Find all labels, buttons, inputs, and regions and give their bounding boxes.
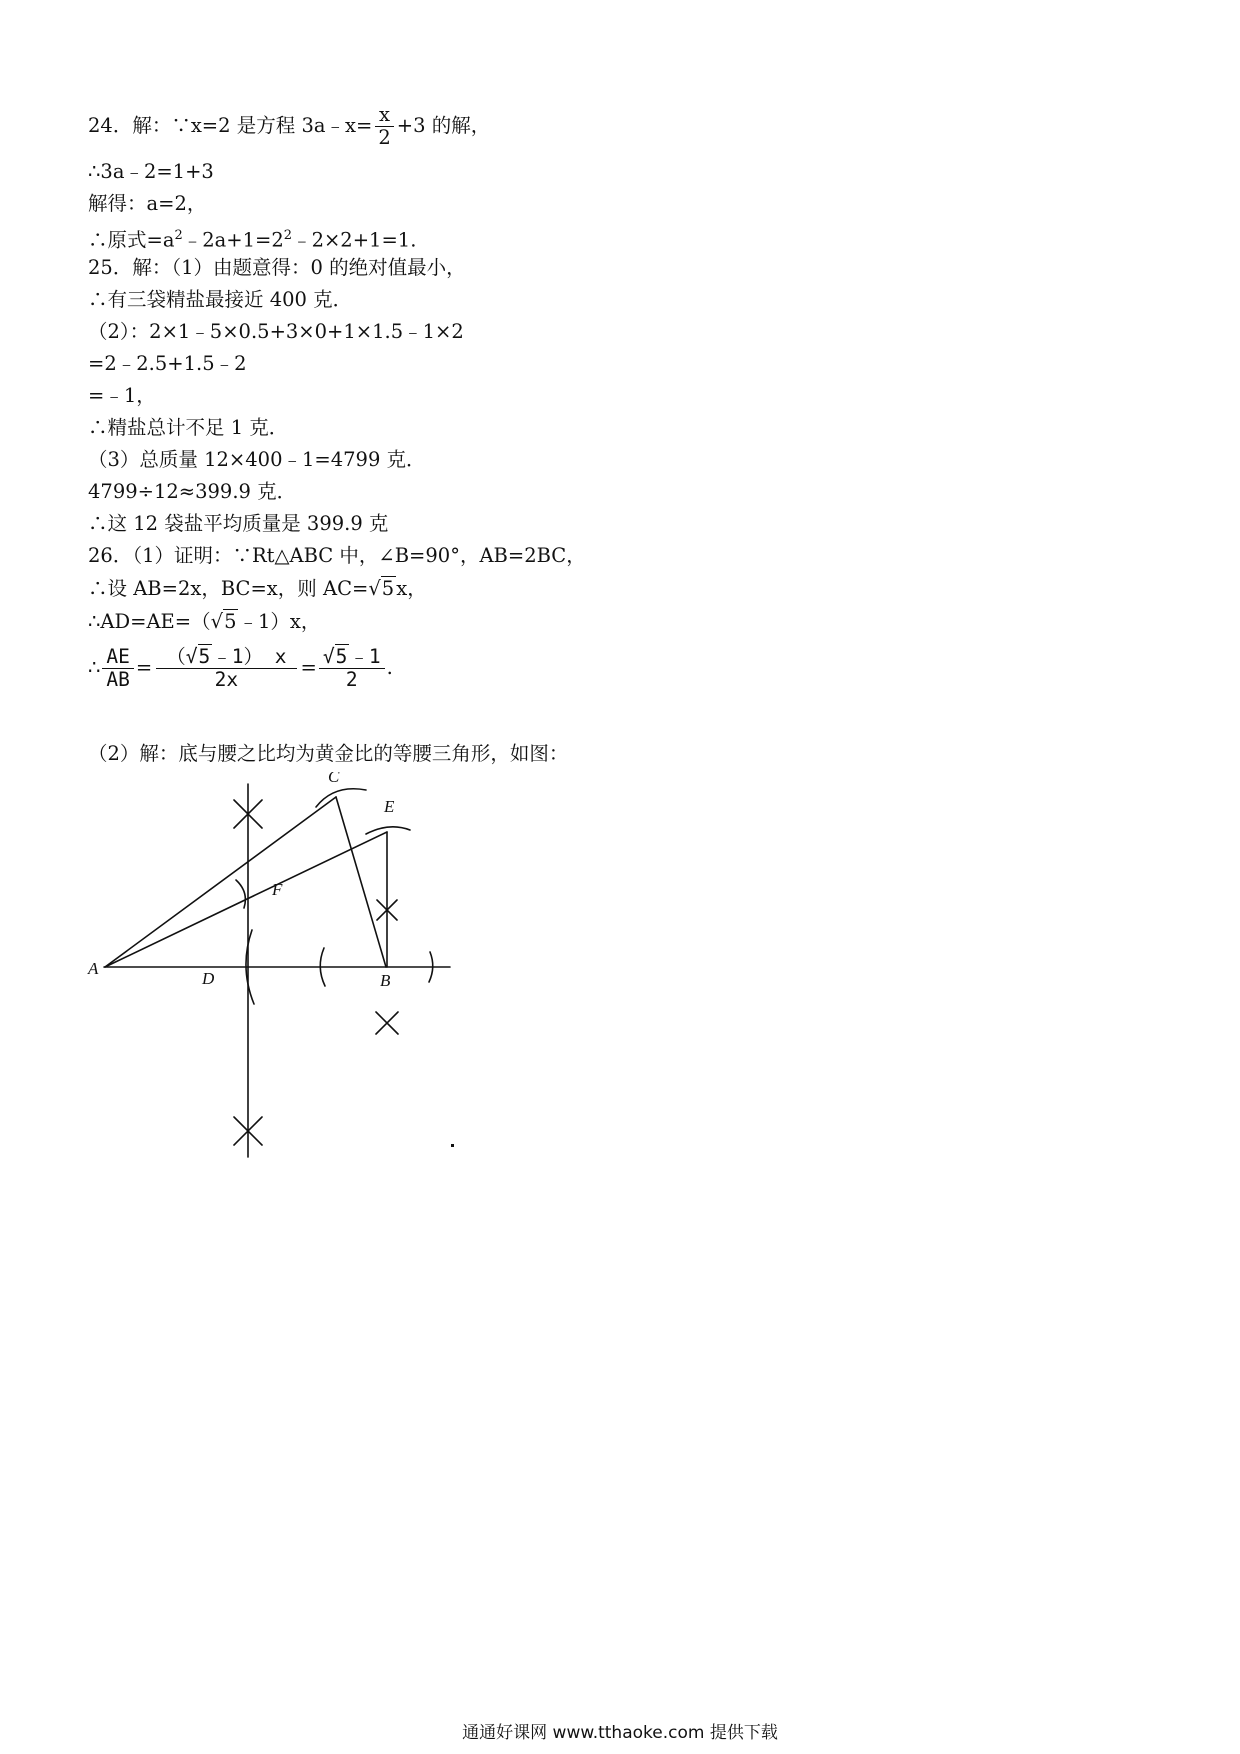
fraction-sqrt5-minus-1-x-over-2x: $\frac{(√5 ﹣1) x}{2x}$ — [156, 646, 296, 691]
q25-line1: 25．解：（1）由题意得：0 的绝对值最小， — [88, 256, 466, 279]
fraction-sqrt5-minus-1-over-2: $\frac{√5 ﹣1}{2}$ — [319, 646, 385, 691]
label-a: A — [88, 959, 99, 978]
fraction-ae-over-ab: $\frac{AE}{AB}$ — [102, 646, 133, 691]
sqrt-5: √5 — [210, 610, 237, 633]
q24-line1-text-a: 24．解：∵x=2 是方程 3a﹣x= — [88, 114, 373, 137]
q24-line1 — [88, 104, 490, 149]
q25-line4: =2﹣2.5+1.5﹣2 — [88, 352, 247, 375]
construction-figure — [84, 772, 464, 1172]
q25-line8: 4799÷12≈399.9 克． — [88, 480, 297, 503]
q25-line6: ∴精盐总计不足 1 克． — [88, 416, 289, 439]
superscript: 2 — [174, 228, 183, 243]
label-f: F — [272, 880, 283, 899]
q26-line1: 26．（1）证明：∵Rt△ABC 中，∠B=90°，AB=2BC， — [88, 544, 586, 567]
label-b: B — [380, 971, 391, 990]
label-e: E — [384, 797, 395, 816]
q24-line1-text-b: +3 的解， — [396, 114, 491, 137]
q25-line5: =﹣1， — [88, 384, 156, 407]
arc-c — [316, 789, 366, 807]
q26-line2: ∴设 AB=2x，BC=x，则 AC=√5 x， — [88, 577, 427, 600]
label-d: D — [202, 969, 215, 988]
q26-line4: ∴ $\frac{AE}{AB}$ = $\frac{(√5 ﹣1) x}{2x}$ = $\frac{√5 ﹣1}{2}$ . — [88, 645, 393, 691]
segment-ac — [105, 797, 336, 967]
q24-line4: ∴原式$=a^2﹣2a+1=2^2﹣2\times 2+1=1$. — [88, 228, 417, 252]
sqrt-5: √5 — [368, 577, 395, 600]
segment-cb — [336, 797, 386, 967]
q25-line3: （2）：2×1﹣5×0.5+3×0+1×1.5﹣1×2 — [88, 320, 464, 343]
q25-line9: ∴这 12 袋盐平均质量是 399.9 克 — [88, 512, 389, 535]
q25-line7: （3）总质量 12×400﹣1=4799 克． — [88, 448, 426, 471]
label-c: C — [328, 772, 340, 786]
q25-line2: ∴有三袋精盐最接近 400 克． — [88, 288, 353, 311]
q26-line5: （2）解：底与腰之比均为黄金比的等腰三角形，如图： — [88, 742, 569, 765]
q26-line3: ∴AD=AE=（√5 ﹣1）x， — [88, 610, 321, 633]
footer-source: 通通好课网 www.tthaoke.com 提供下载 — [462, 1723, 778, 1743]
period-dot — [451, 1144, 454, 1147]
q24-line3: 解得：a=2， — [88, 192, 207, 215]
cross-mark-lower-b — [376, 1012, 398, 1034]
fraction-x-over-2: $\frac{x}{2}$ — [374, 104, 394, 149]
q24-line2: ∴3a﹣2=1+3 — [88, 160, 214, 183]
superscript: 2 — [283, 228, 293, 243]
arc-e — [366, 827, 410, 834]
